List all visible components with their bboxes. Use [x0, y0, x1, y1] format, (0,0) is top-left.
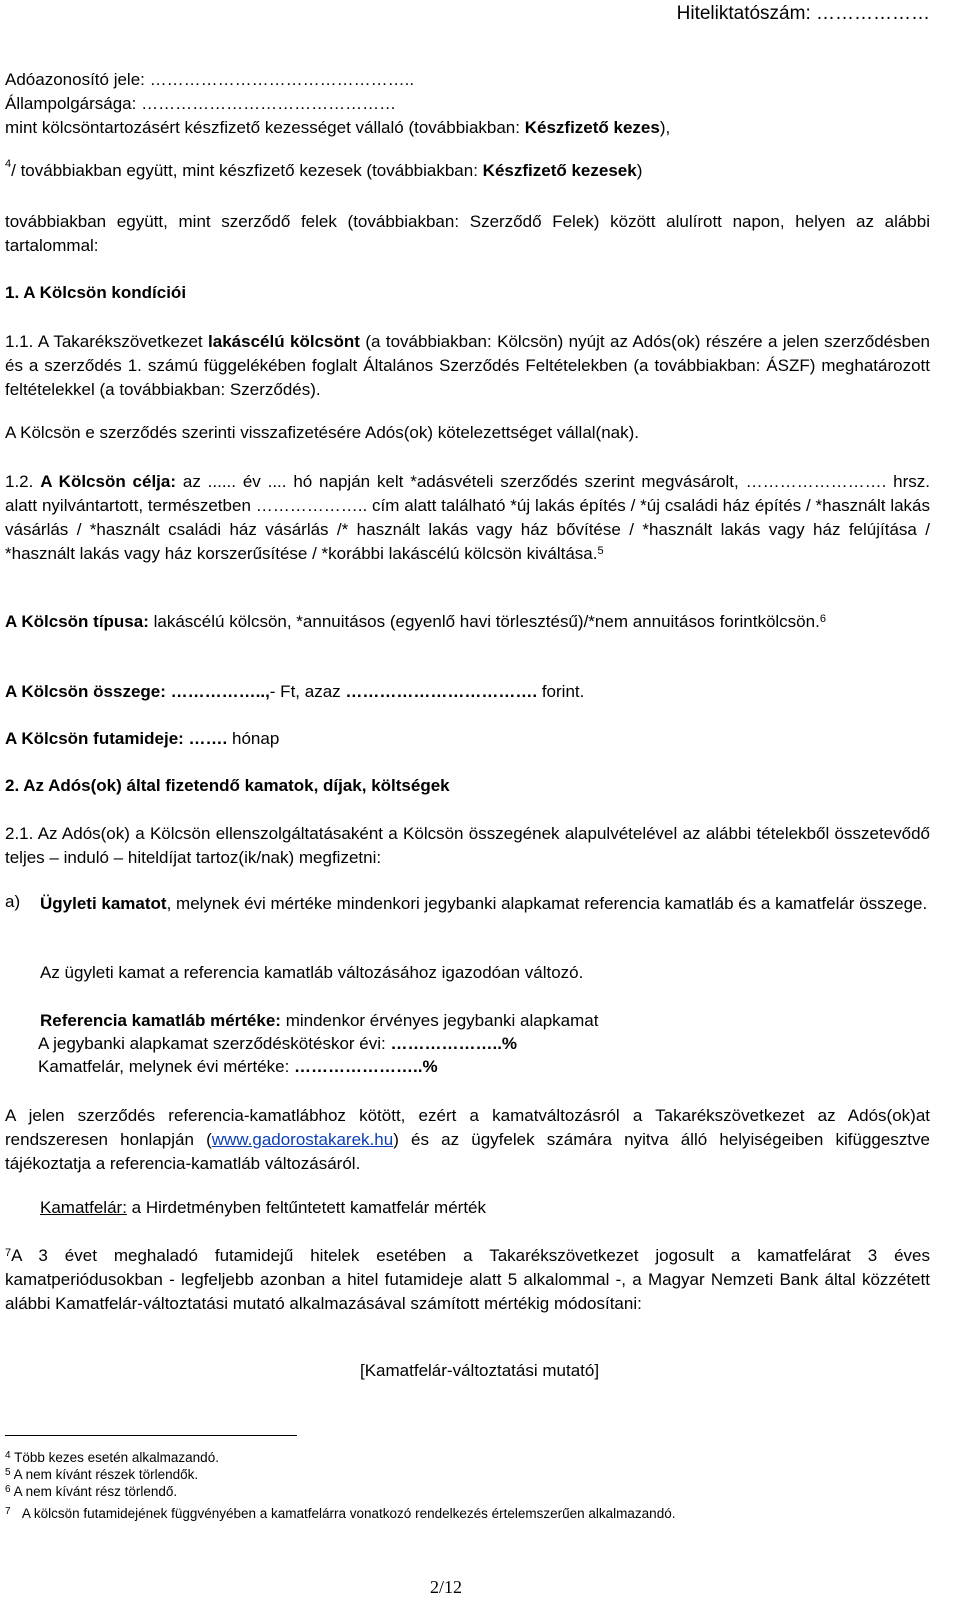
section-2-heading: 2. Az Adós(ok) által fizetendő kamatok, díjak, költségek [5, 776, 450, 795]
footnote-5: $^5$ A nem kívánt részek törlendők. [5, 1467, 199, 1482]
paragraph-1-2: 1.2. A Kölcsön célja: az ...... év .... hó napján kelt *adásvételi szerződés szerint megvásárolt, ……………………. hrsz. alatt nyilvántartott, természetben ……………….. cím alatt található *új lakás építés / *új családi ház építés / *használt lakás vásárlás / *használt családi ház vásárlás /* használt lakás vagy ház bővítése / *használt lakás vagy ház felújítása / *használt lakás vagy ház korszerűsítése / *korábbi lakáscélú kölcsön kiváltása.$^5$ [5, 472, 930, 563]
reference-rate-paragraph: A jelen szerződés referencia-kamatlábhoz kötött, ezért a kamatváltozásról a Takarékszövetkezet az Adós(ok)at rendszeresen honlapján (www.gadorostakarek.hu) és az ügyfelek számára nyitva álló helyiségeiben kifüggesztve tájékoztatja a referencia-kamatláb változásáról. [5, 1106, 930, 1173]
paragraph-2-1: 2.1. Az Adós(ok) a Kölcsön ellenszolgáltatásaként a Kölcsön összegének alapulvételével az alábbi tételekből összetevődő teljes – induló – hiteldíjat tartoz(ik/nak) megfizetni: [5, 824, 930, 867]
loan-register-number: Hiteliktatószám: ……………… [676, 3, 930, 24]
item-a-marker: a) [5, 892, 21, 911]
item-a-text: Ügyleti kamatot, melynek évi mértéke mindenkori jegybanki alapkamat referencia kamatláb és a kamatfelár összege. [40, 894, 928, 913]
loan-type: A Kölcsön típusa: lakáscélú kölcsön, *annuitásos (egyenlő havi törlesztésű)/*nem annuitásos forintkölcsön.$^6$ [5, 612, 826, 631]
variable-rate-note: Az ügyleti kamat a referencia kamatláb változásához igazodóan változó. [40, 963, 584, 982]
footnote-divider [5, 1435, 297, 1436]
margin-reference-line: Kamatfelár: a Hirdetményben feltűntetett kamatfelár mérték [40, 1198, 486, 1217]
loan-term: A Kölcsön futamideje: ……. hónap [5, 729, 280, 748]
guarantor-line: mint kölcsöntartozásért készfizető kezességet vállaló (továbbiakban: Készfizető kezes), [5, 118, 671, 137]
section-1-heading: 1. A Kölcsön kondíciói [5, 283, 187, 302]
page-number: 2/12 [430, 1577, 463, 1597]
margin-change-paragraph: $^7$A 3 évet meghaladó futamidejű hitelek esetében a Takarékszövetkezet jogosult a kamatfelárat 3 éves kamatperiódusokban - legfeljebb azonban a hitel futamideje alatt 5 alkalommal -, a Magyar Nemzeti Bank által közzétett alábbi Kamatfelár-változtatási mutató alkalmazásával számított mértékig módosítani: [5, 1246, 930, 1313]
website-link[interactable]: www.gadorostakarek.hu [211, 1130, 394, 1149]
footnote-6: $^6$ A nem kívánt rész törlendő. [5, 1484, 178, 1499]
parties-paragraph: továbbiakban együtt, mint szerződő felek (továbbiakban: Szerződő Felek) között alulírott napon, helyen az alábbi tartalommal: [5, 212, 930, 255]
citizenship-line: Állampolgársága: ……………………………………… [5, 94, 397, 113]
reference-rate-line: Referencia kamatláb mértéke: mindenkor érvényes jegybanki alapkamat [40, 1011, 599, 1030]
paragraph-1-1: 1.1. A Takarékszövetkezet lakáscélú kölcsönt (a továbbiakban: Kölcsön) nyújt az Adós(ok) részére a jelen szerződésben és a szerződés 1. számú függelékében foglalt Általános Szerződés Feltételekben (a továbbiakban: ÁSZF) meghatározott feltételekkel (a továbbiakban: Szerződés). [5, 332, 930, 399]
repayment-obligation: A Kölcsön e szerződés szerinti visszafizetésére Adós(ok) kötelezettséget vállal(nak). [5, 423, 640, 442]
guarantors-line: $^4$/ továbbiakban együtt, mint készfizető kezesek (továbbiakban: Készfizető kezesek) [5, 158, 643, 180]
margin-indicator-placeholder: [Kamatfelár-változtatási mutató] [360, 1361, 600, 1380]
footnote-7: $^7$ A kölcsön futamidejének függvényében a kamatfelárra vonatkozó rendelkezés értelemszerűen alkalmazandó. [5, 1506, 676, 1521]
footnote-4: $^4$ Több kezes esetén alkalmazandó. [5, 1450, 219, 1465]
margin-line: Kamatfelár, melynek évi mértéke: …………………..% [38, 1057, 438, 1076]
base-rate-line: A jegybanki alapkamat szerződéskötéskor évi: ………………..% [38, 1034, 518, 1053]
loan-amount: A Kölcsön összege: ……………..,- Ft, azaz ……………………………. forint. [5, 682, 585, 701]
tax-id-line: Adóazonosító jele: ……………………………………….. [5, 70, 415, 89]
